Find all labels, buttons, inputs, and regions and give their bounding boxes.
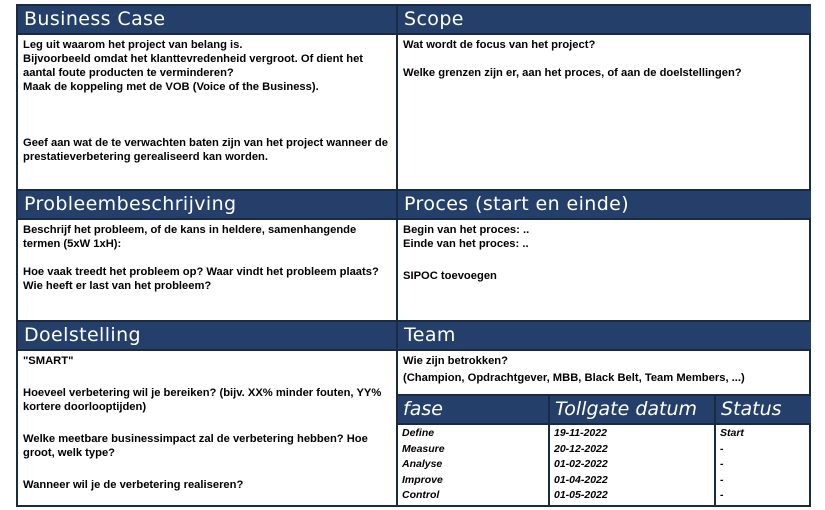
table-row: - (720, 489, 724, 502)
table-divider (714, 396, 716, 505)
table-row: 19-11-2022 (554, 427, 607, 439)
tollgate-col-fase (398, 426, 548, 504)
probleem-line-1: Beschrijf het probleem, of de kans in heldere, samenhangende termen (5xW 1xH): (23, 224, 357, 250)
row-divider (18, 189, 809, 191)
row-divider (398, 394, 809, 396)
table-row: 20-12-2022 (554, 442, 608, 455)
doelstelling-body (18, 351, 396, 505)
proces-header (398, 191, 811, 218)
row-divider (398, 423, 809, 425)
table-row: 01-05-2022 (554, 489, 608, 502)
project-charter (16, 4, 811, 507)
table-row: - (720, 458, 724, 471)
row-divider (18, 33, 809, 35)
doelstelling-line-3: Welke meetbare businessimpact zal de verbetering hebben? Hoe groot, welk type? (23, 433, 368, 459)
table-row: 01-02-2022 (554, 458, 608, 471)
tollgate-header-status: Status (716, 396, 811, 423)
row-divider (18, 218, 809, 220)
business-case-header (18, 6, 396, 33)
scope-header (398, 6, 811, 33)
tollgate-header-datum: Tollgate datum (550, 396, 714, 423)
row-divider (18, 349, 809, 351)
tollgate-col-datum (550, 426, 714, 504)
doelstelling-line-4: Wanneer wil je de verbetering realiseren? (23, 479, 244, 491)
proces-body (398, 220, 811, 318)
row-divider (18, 320, 809, 322)
scope-body (398, 35, 811, 187)
probleem-title: Probleembeschrijving (24, 193, 237, 215)
table-row: - (720, 442, 724, 455)
doelstelling-header (18, 322, 396, 349)
doelstelling-title: Doelstelling (24, 324, 142, 346)
business-case-line-4: Geef aan wat de te verwachten baten zijn van het project wanneer de prestatieverbetering gerealiseerd kan worden. (23, 137, 388, 163)
doelstelling-line-2: Hoeveel verbetering wil je bereiken? (bijv. XX% minder fouten, YY% kortere doorlooptijden) (23, 387, 382, 413)
tollgate-header-fase: fase (398, 396, 548, 423)
probleem-body (18, 220, 396, 318)
scope-line-2: Welke grenzen zijn er, aan het proces, of aan de doelstellingen? (403, 67, 742, 79)
business-case-body (18, 35, 396, 187)
tollgate-col-status (716, 426, 811, 504)
table-row: Measure (402, 442, 445, 455)
team-title: Team (404, 324, 456, 346)
proces-sipoc: SIPOC toevoegen (403, 270, 497, 282)
table-row: Start (720, 427, 744, 439)
table-row: 01-04-2022 (554, 473, 608, 486)
business-case-line-3: Maak de koppeling met de VOB (Voice of the Business). (23, 81, 319, 93)
table-row: Analyse (402, 458, 443, 471)
column-divider (396, 6, 398, 505)
table-divider (548, 396, 550, 505)
team-body (398, 351, 811, 395)
table-row: Control (402, 489, 440, 502)
table-row: Define (402, 427, 435, 439)
proces-title: Proces (start en einde) (404, 193, 630, 215)
team-line-2: (Champion, Opdrachtgever, MBB, Black Belt, Team Members, ...) (403, 372, 745, 384)
proces-begin: Begin van het proces: .. (403, 224, 530, 236)
scope-line-1: Wat wordt de focus van het project? (403, 39, 596, 51)
team-line-1: Wie zijn betrokken? (403, 355, 508, 367)
table-row: - (720, 473, 724, 486)
scope-title: Scope (404, 8, 464, 30)
table-row: Improve (402, 473, 443, 486)
probleem-line-2: Hoe vaak treedt het probleem op? Waar vindt het probleem plaats? Wie heeft er last van het probleem? (23, 266, 379, 292)
probleem-header (18, 191, 396, 218)
doelstelling-line-1: "SMART" (23, 355, 74, 367)
team-header (398, 322, 811, 349)
business-case-line-2: Bijvoorbeeld omdat het klanttevredenheid vergroot. Of dient het aantal foute producten te verminderen? (23, 53, 364, 79)
business-case-title: Business Case (24, 8, 166, 30)
business-case-line-1: Leg uit waarom het project van belang is. (23, 39, 243, 51)
proces-einde: Einde van het proces: .. (403, 238, 529, 250)
